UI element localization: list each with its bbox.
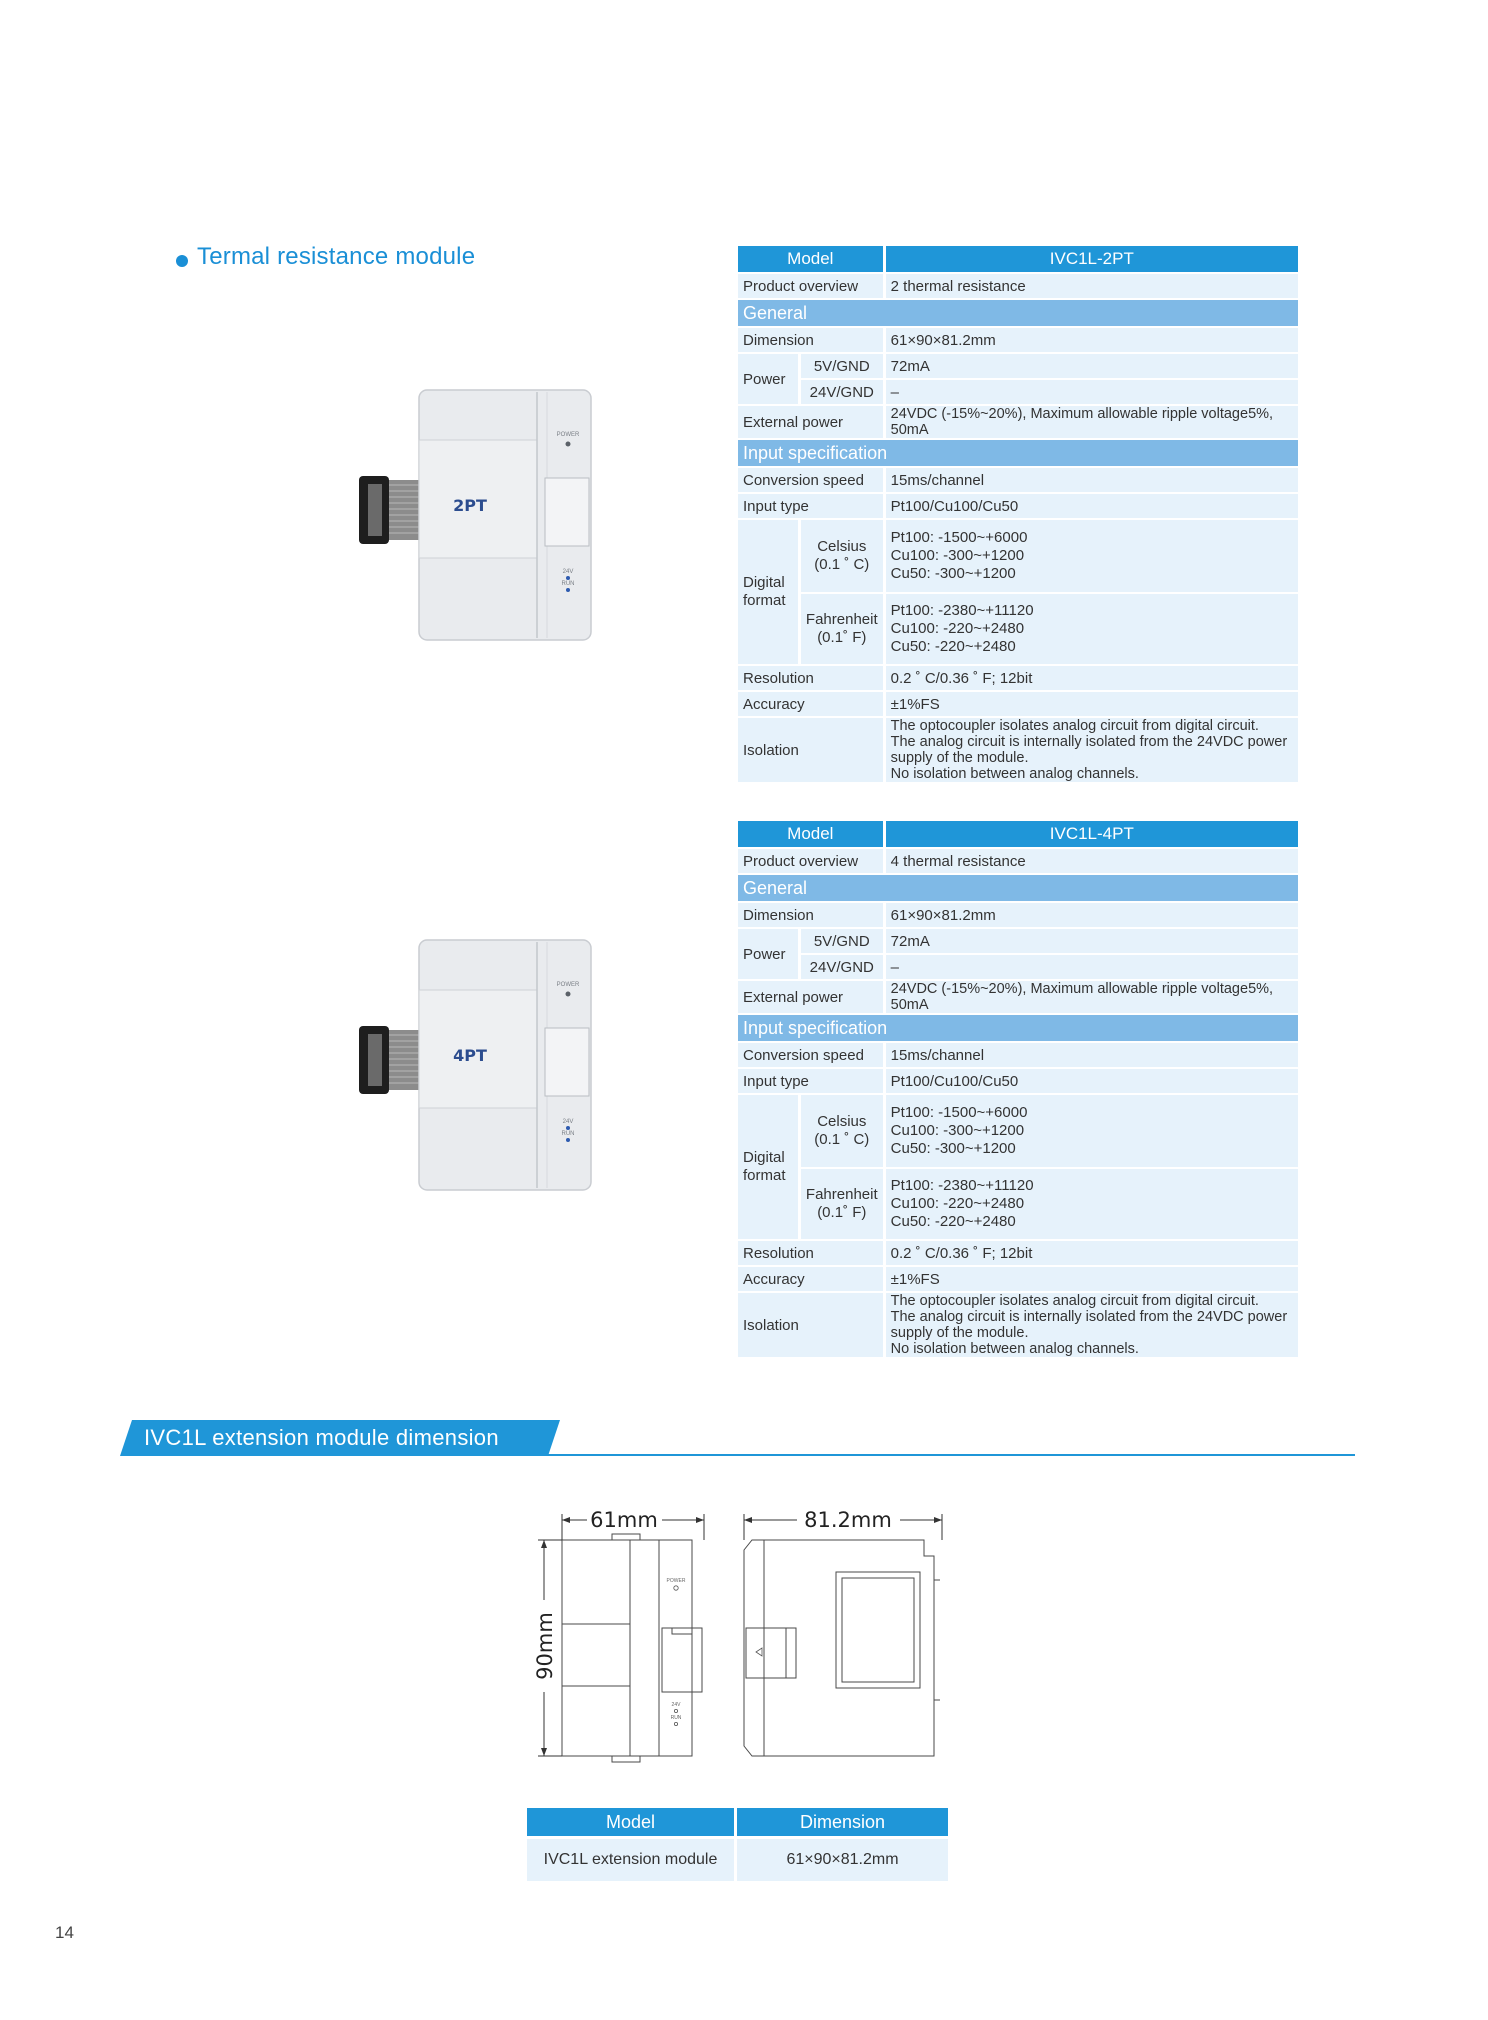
row-value: 2 thermal resistance [886, 274, 1298, 298]
table-header-row [527, 1808, 948, 1836]
table-row: Accuracy ±1%FS [738, 1267, 1298, 1291]
svg-text:POWER: POWER [556, 982, 580, 988]
general-band: General [738, 875, 1298, 901]
height-label: 90mm [533, 1612, 557, 1680]
depth-label: 81.2mm [804, 1508, 892, 1532]
section-title: Termal resistance module [197, 243, 476, 270]
general-band: General [738, 300, 1298, 326]
width-label: 61mm [590, 1508, 658, 1532]
table-row: External power 24VDC (-15%~20%), Maximum allowable ripple voltage5%, 50mA [738, 981, 1298, 1013]
dimension-header: Dimension [737, 1808, 948, 1836]
table-row: Product overview 4 thermal resistance [738, 849, 1298, 873]
dimension-drawing [532, 1500, 962, 1790]
svg-text:RUN: RUN [561, 581, 575, 587]
table-header-row [738, 821, 1298, 847]
spec-table-4pt [738, 819, 1298, 1359]
svg-text:RUN: RUN [561, 1131, 575, 1137]
table-row: Fahrenheit (0.1˚ F) Pt100: -2380~+11120 Cu100: -220~+2480 Cu50: -220~+2480 [738, 1169, 1298, 1239]
table-row: Resolution 0.2 ˚ C/0.36 ˚ F; 12bit [738, 1241, 1298, 1265]
table-row: Power 5V/GND 72mA [738, 929, 1298, 953]
input-spec-band: Input specification [738, 440, 1298, 466]
table-row: External power 24VDC (-15%~20%), Maximum allowable ripple voltage5%, 50mA [738, 406, 1298, 438]
svg-text:RUN: RUN [670, 1715, 682, 1721]
dimension-section-title: IVC1L extension module dimension [144, 1425, 499, 1450]
table-row: Fahrenheit (0.1˚ F) Pt100: -2380~+11120 Cu100: -220~+2480 Cu50: -220~+2480 [738, 594, 1298, 664]
table-row: Input type Pt100/Cu100/Cu50 [738, 494, 1298, 518]
model-value: IVC1L-4PT [886, 821, 1298, 847]
model-header: Model [527, 1808, 737, 1836]
table-row: 24V/GND – [738, 955, 1298, 979]
table-row: Accuracy ±1%FS [738, 692, 1298, 716]
module-image-2pt [356, 388, 596, 644]
module-label: 2PT [453, 496, 487, 515]
model-header: Model [738, 821, 886, 847]
ribbon-cable-icon [359, 476, 419, 544]
table-row: Digital format Celsius (0.1 ˚ C) Pt100: -1500~+6000 Cu100: -300~+1200 Cu50: -300~+1200 [738, 1095, 1298, 1167]
bullet-icon [176, 255, 188, 267]
table-row: Conversion speed 15ms/channel [738, 1043, 1298, 1067]
input-spec-band: Input specification [738, 1015, 1298, 1041]
dimension-table [527, 1805, 948, 1884]
table-row: Power 5V/GND 72mA [738, 354, 1298, 378]
table-row [738, 274, 1298, 298]
table-row: Input type Pt100/Cu100/Cu50 [738, 1069, 1298, 1093]
svg-text:24V: 24V [562, 1119, 574, 1125]
table-header-row [738, 246, 1298, 272]
table-row: Isolation The optocoupler isolates analog circuit from digital circuit. The analog circuit is internally isolated from the 24VDC power supply of the module. No isolation between analog channels. [738, 718, 1298, 782]
svg-text:POWER: POWER [556, 432, 580, 438]
front-view [562, 1534, 702, 1762]
spec-table-2pt [738, 244, 1298, 784]
table-row: Conversion speed 15ms/channel [738, 468, 1298, 492]
model-header: Model [738, 246, 886, 272]
ribbon-cable-icon [359, 1026, 419, 1094]
side-view [744, 1540, 940, 1756]
model-value: IVC1L-2PT [886, 246, 1298, 272]
page-number: 14 [55, 1923, 74, 1942]
table-row: Dimension 61×90×81.2mm [738, 328, 1298, 352]
table-row: IVC1L extension module 61×90×81.2mm [527, 1839, 948, 1881]
section-divider [548, 1454, 1355, 1456]
svg-text:POWER: POWER [666, 1578, 686, 1584]
table-row: Dimension 61×90×81.2mm [738, 903, 1298, 927]
row-label: Product overview [738, 274, 886, 298]
module-label: 4PT [453, 1046, 487, 1065]
module-image-4pt [356, 938, 596, 1194]
svg-text:24V: 24V [562, 569, 574, 575]
table-row: Digital format Celsius (0.1 ˚ C) Pt100: -1500~+6000 Cu100: -300~+1200 Cu50: -300~+1200 [738, 520, 1298, 592]
table-row: Resolution 0.2 ˚ C/0.36 ˚ F; 12bit [738, 666, 1298, 690]
table-row: Isolation The optocoupler isolates analog circuit from digital circuit. The analog circuit is internally isolated from the 24VDC power supply of the module. No isolation between analog channels. [738, 1293, 1298, 1357]
svg-text:24V: 24V [671, 1702, 681, 1708]
table-row: 24V/GND – [738, 380, 1298, 404]
